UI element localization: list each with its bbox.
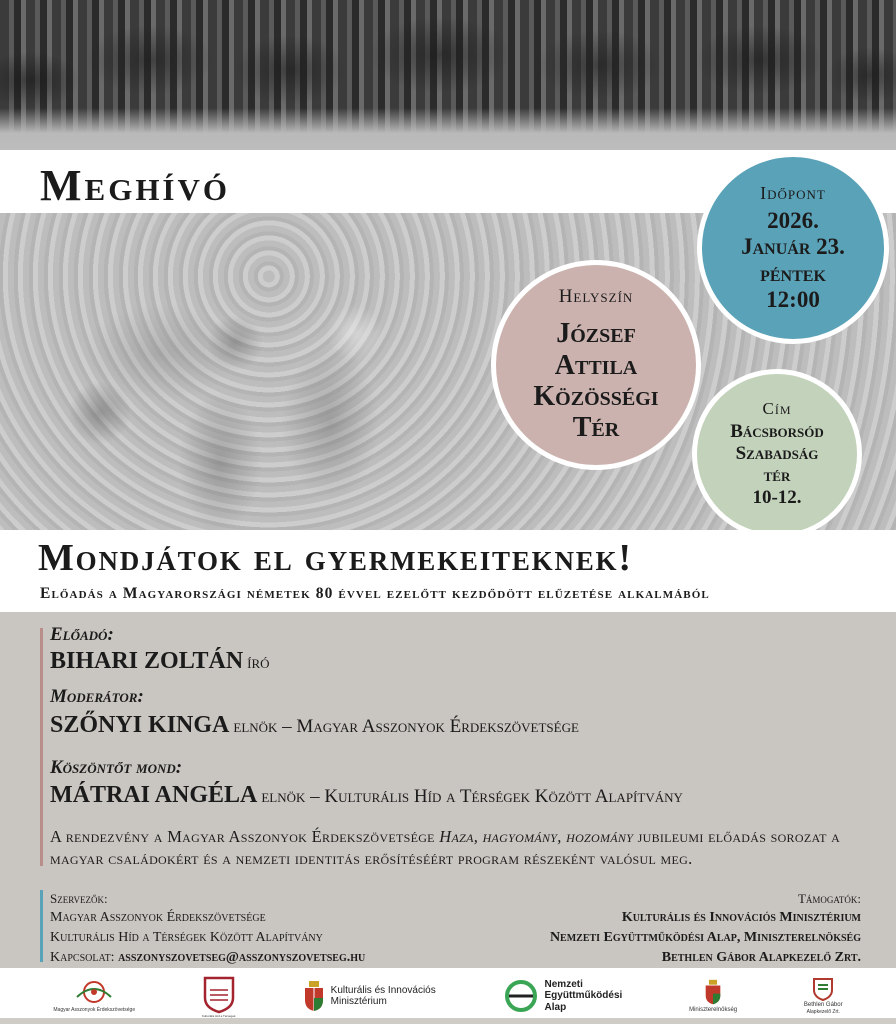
crowd-photo xyxy=(0,0,896,150)
time-date-year: 2026. xyxy=(767,207,819,233)
nea-ring-icon xyxy=(503,978,539,1014)
nea-line-1: Nemzeti xyxy=(544,978,583,990)
address-line-3: tér xyxy=(763,465,791,486)
me-logo-text: Miniszterelnökség xyxy=(689,1006,738,1013)
bottom-rule xyxy=(0,1018,896,1024)
kim-line-2: Minisztérium xyxy=(330,996,387,1007)
kim-logo-text xyxy=(331,985,436,1008)
speaker-presenter xyxy=(50,648,270,675)
place-line-2: Attila xyxy=(554,349,638,381)
time-weekday: péntek xyxy=(760,260,826,286)
address-line-1: Bácsborsód xyxy=(730,421,824,443)
kim-logo xyxy=(303,980,436,1012)
mae-logo xyxy=(53,979,135,1014)
speaker-role-presenter: Előadó: xyxy=(50,624,114,645)
speaker-desc: író xyxy=(247,652,270,673)
bga-shield-icon xyxy=(812,977,834,1001)
mae-emblem-icon xyxy=(71,979,117,1007)
note-series-title: Haza, hagyomány, hozomány xyxy=(439,827,634,846)
bga-line-2: Alapkezelő Zrt. xyxy=(806,1008,840,1015)
speaker-name: SZŐNYI KINGA xyxy=(50,712,230,738)
mae-logo-text: Magyar Asszonyok Érdekszövetsége xyxy=(53,1006,136,1013)
bga-logo xyxy=(804,977,843,1016)
hungarian-coat-of-arms-icon xyxy=(303,980,325,1012)
time-hour: 12:00 xyxy=(766,286,820,312)
event-subtitle: Előadás a Magyarországi németek 80 évvel ezelőtt kezdődött elűzetése alkalmából xyxy=(40,585,710,602)
sponsor-logos xyxy=(0,968,896,1024)
invitation-title: Meghívó xyxy=(40,161,230,210)
time-label: Időpont xyxy=(760,182,826,203)
address-line-2: Szabadság xyxy=(735,443,819,465)
organizer-item: Kulturális Híd a Térségek Között Alapítvány xyxy=(50,930,323,946)
bga-line-1: Bethlen Gábor xyxy=(803,1001,843,1008)
nea-logo xyxy=(503,978,623,1014)
time-circle xyxy=(697,152,889,344)
supporters-heading: Támogatók: xyxy=(797,891,861,906)
headline-band xyxy=(0,530,896,612)
address-label: Cím xyxy=(762,399,792,419)
speakers-accent-bar xyxy=(40,628,43,866)
supporter-item: Nemzeti Együttműködési Alap, Miniszterelnökség xyxy=(549,930,861,946)
place-line-3: Közösségi xyxy=(533,381,659,412)
supporter-item: Bethlen Gábor Alapkezelő Zrt. xyxy=(661,950,861,966)
contact-email-link[interactable]: asszonyszovetseg@asszonyszovetseg.hu xyxy=(118,950,366,966)
place-line-4: Tér xyxy=(572,412,620,444)
khta-shield-icon xyxy=(202,974,236,1014)
nea-logo-text xyxy=(545,979,623,1014)
speaker-role-moderator: Moderátor: xyxy=(50,686,144,707)
place-circle xyxy=(491,260,701,470)
organizers-heading: Szervezők: xyxy=(50,891,108,906)
organizers-accent-bar xyxy=(40,890,43,962)
speaker-name: MÁTRAI ANGÉLA xyxy=(50,782,258,808)
kim-line-1: Kulturális és Innovációs xyxy=(330,984,436,996)
nea-line-2: Együttműködési xyxy=(544,990,623,1002)
supporter-item: Kulturális és Innovációs Minisztérium xyxy=(621,910,861,926)
place-line-1: József xyxy=(556,318,636,350)
speaker-greeting xyxy=(50,782,683,809)
speakers-section xyxy=(0,612,896,880)
address-circle xyxy=(692,369,862,539)
time-date-day: Január 23. xyxy=(741,234,845,260)
nea-line-3: Alap xyxy=(544,1001,567,1013)
me-logo xyxy=(689,979,737,1014)
speaker-desc: elnök – Magyar Asszonyok Érdekszövetsége xyxy=(233,716,579,737)
organizers-section xyxy=(0,880,896,968)
khta-logo-text: Kulturális Híd a Térségek xyxy=(201,1014,236,1018)
note-part-1: A rendezvény a Magyar Asszonyok Érdekszövetsége xyxy=(50,827,435,846)
khta-logo xyxy=(202,974,236,1018)
address-line-4: 10-12. xyxy=(752,486,802,508)
hungarian-coat-of-arms-icon xyxy=(704,979,722,1005)
speaker-role-greeting: Köszöntőt mond: xyxy=(50,757,183,778)
event-headline: Mondjátok el gyermekeiteknek! xyxy=(38,537,633,579)
speaker-moderator xyxy=(50,712,579,739)
speaker-name: BIHARI ZOLTÁN xyxy=(50,648,244,674)
contact-label: Kapcsolat: xyxy=(50,950,115,966)
organizer-item: Magyar Asszonyok Érdekszövetsége xyxy=(50,910,266,926)
program-note xyxy=(50,826,880,871)
place-label: Helyszín xyxy=(558,286,634,308)
contact-line xyxy=(50,948,365,968)
speaker-desc: elnök – Kulturális Híd a Térségek Között Alapítvány xyxy=(261,786,683,807)
supporters-list xyxy=(550,890,861,968)
note-part-2: jubileumi előadás sorozat a magyar családokért és a nemzeti identitás erősítéséért program részeként valósul meg. xyxy=(50,827,841,869)
organizers-list xyxy=(50,890,365,968)
